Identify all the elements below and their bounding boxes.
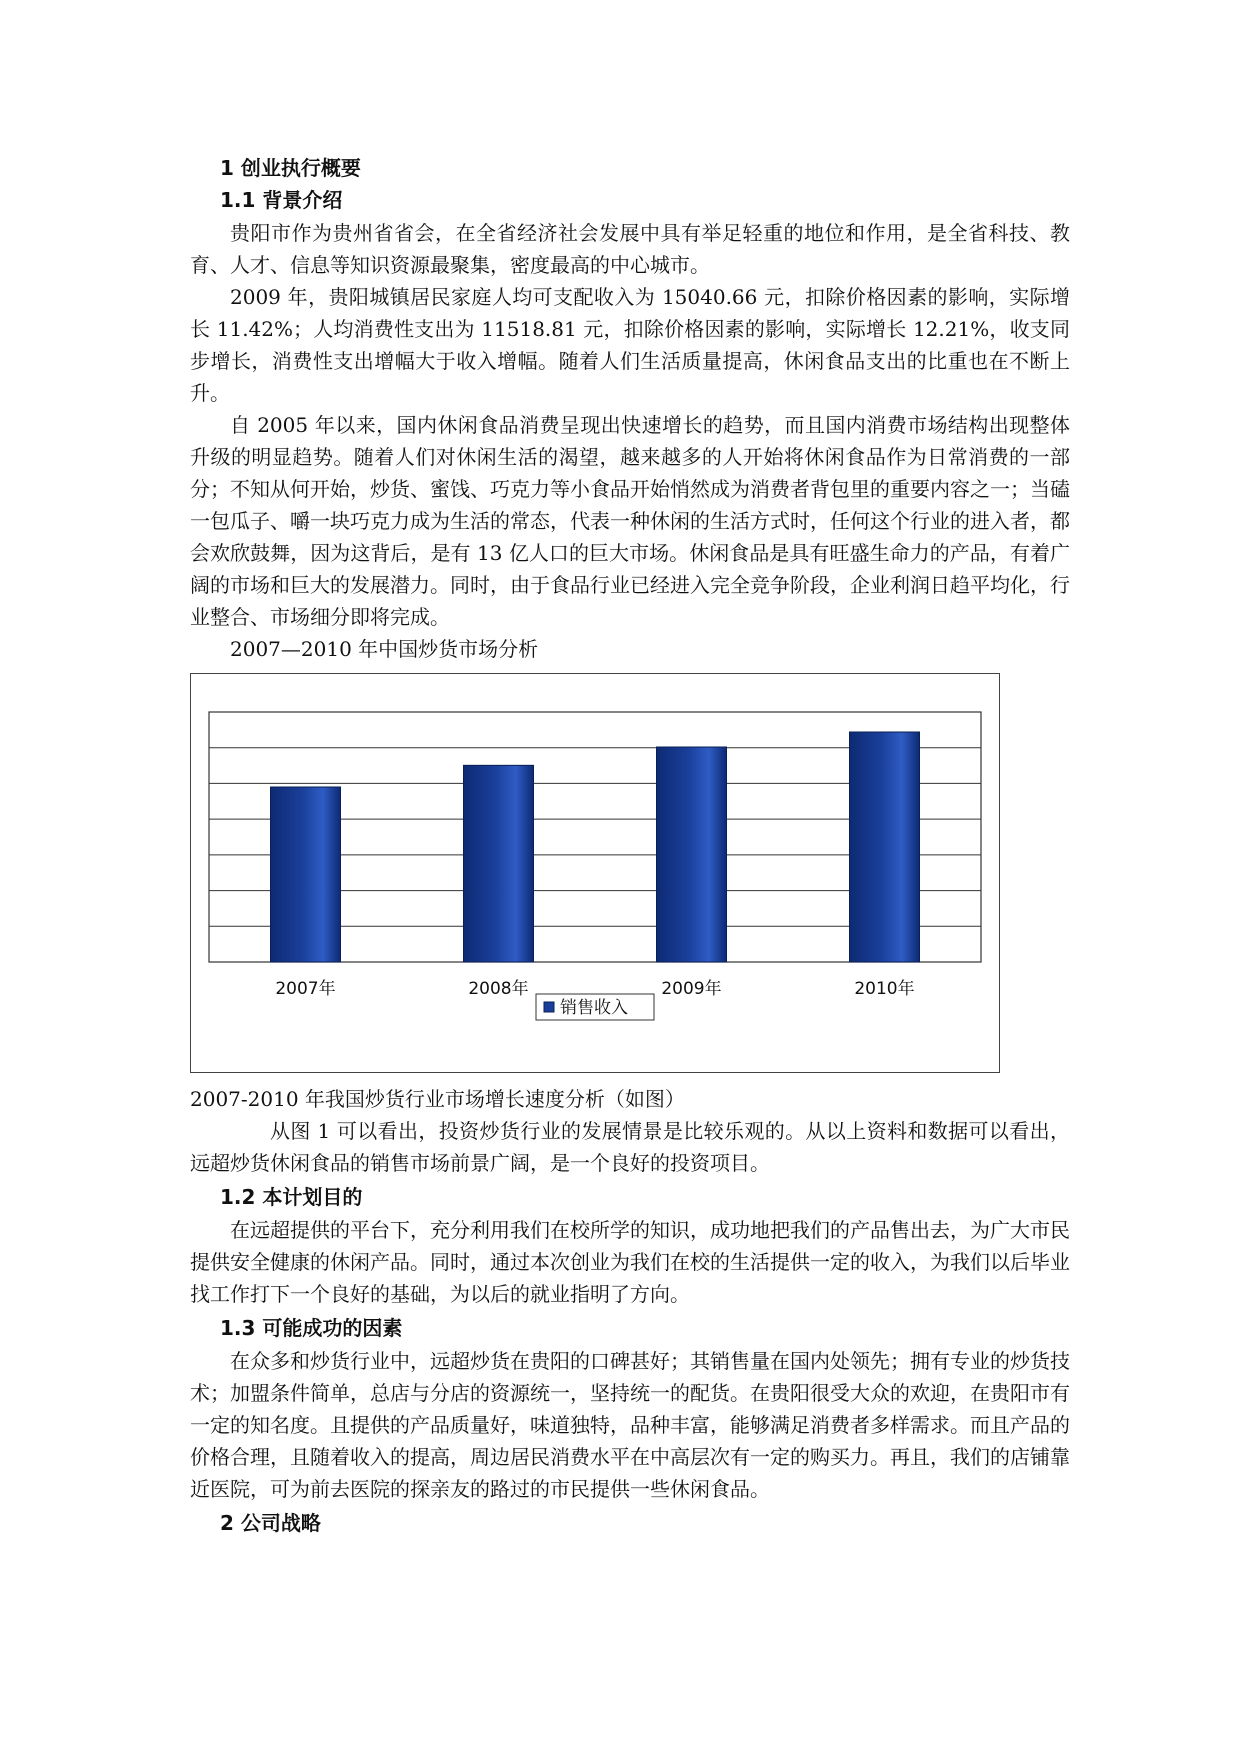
legend-label: 销售收入 xyxy=(560,998,628,1018)
paragraph-background-3: 自 2005 年以来，国内休闲食品消费呈现出快速增长的趋势，而且国内消费市场结构出现整体升级的明显趋势。随着人们对休闲生活的渴望，越来越多的人开始将休闲食品作为日常消费的一部分；不知从何开始，炒货、蜜饯、巧克力等小食品开始悄然成为消费者背包里的重要内容之一；当磕一包瓜子、嚼一块巧克力成为生活的常态，代表一种休闲的生活方式时，任何这个行业的进入者，都会欢欣鼓舞，因为这背后，是有 13 亿人口的巨大市场。休闲食品是具有旺盛生命力的产品，有着广阔的市场和巨大的发展潜力。同时，由于食品行业已经进入完全竞争阶段，企业利润日趋平均化，行业整合、市场细分即将完成。 xyxy=(190,413,1070,629)
sales-bar-chart xyxy=(190,673,1000,1073)
x-tick-label: 2010年 xyxy=(854,979,915,999)
x-tick-label: 2008年 xyxy=(468,979,529,999)
subsection-1-2-heading: 1.2 本计划目的 xyxy=(220,1185,363,1209)
paragraph-background-1: 贵阳市作为贵州省省会，在全省经济社会发展中具有举足轻重的地位和作用，是全省科技、教育、人才、信息等知识资源最聚集，密度最高的中心城市。 xyxy=(190,221,1070,277)
document-content xyxy=(190,150,1070,1540)
bar-3 xyxy=(850,732,920,962)
legend-swatch xyxy=(544,1002,554,1012)
x-tick-label: 2009年 xyxy=(661,979,722,999)
section-2-heading: 2 公司战略 xyxy=(220,1511,321,1535)
paragraph-plan-purpose: 在远超提供的平台下，充分利用我们在校所学的知识，成功地把我们的产品售出去，为广大市民提供安全健康的休闲产品。同时，通过本次创业为我们在校的生活提供一定的收入，为我们以后毕业找工作打下一个良好的基础，为以后的就业指明了方向。 xyxy=(190,1218,1070,1306)
chart-caption: 2007-2010 年我国炒货行业市场增长速度分析（如图） xyxy=(190,1087,685,1111)
paragraph-chart-analysis: 从图 1 可以看出，投资炒货行业的发展情景是比较乐观的。从以上资料和数据可以看出，远超炒货休闲食品的销售市场前景广阔，是一个良好的投资项目。 xyxy=(190,1119,1070,1175)
chart-svg xyxy=(191,674,999,1072)
section-1-heading: 1 创业执行概要 xyxy=(220,156,361,180)
paragraph-background-2: 2009 年，贵阳城镇居民家庭人均可支配收入为 15040.66 元，扣除价格因素的影响，实际增长 11.42%；人均消费性支出为 11518.81 元，扣除价格因素的影响，实际增长 12.21%，收支同步增长，消费性支出增幅大于收入增幅。随着人们生活质量提高，休闲食品支出的比重也在不断上升。 xyxy=(190,285,1070,405)
paragraph-success-factors: 在众多和炒货行业中，远超炒货在贵阳的口碑甚好；其销售量在国内处领先；拥有专业的炒货技术；加盟条件简单，总店与分店的资源统一，坚持统一的配货。在贵阳很受大众的欢迎，在贵阳市有一定的知名度。且提供的产品质量好，味道独特，品种丰富，能够满足消费者多样需求。而且产品的价格合理，且随着收入的提高，周边居民消费水平在中高层次有一定的购买力。再且，我们的店铺靠近医院，可为前去医院的探亲友的路过的市民提供一些休闲食品。 xyxy=(190,1349,1070,1501)
subsection-1-3-heading: 1.3 可能成功的因素 xyxy=(220,1316,403,1340)
chart-title: 2007—2010 年中国炒货市场分析 xyxy=(230,637,539,661)
subsection-1-1-heading: 1.1 背景介绍 xyxy=(220,188,343,212)
x-tick-label: 2007年 xyxy=(275,979,336,999)
bar-2 xyxy=(657,747,727,962)
bar-1 xyxy=(464,765,534,962)
bar-0 xyxy=(271,787,341,962)
